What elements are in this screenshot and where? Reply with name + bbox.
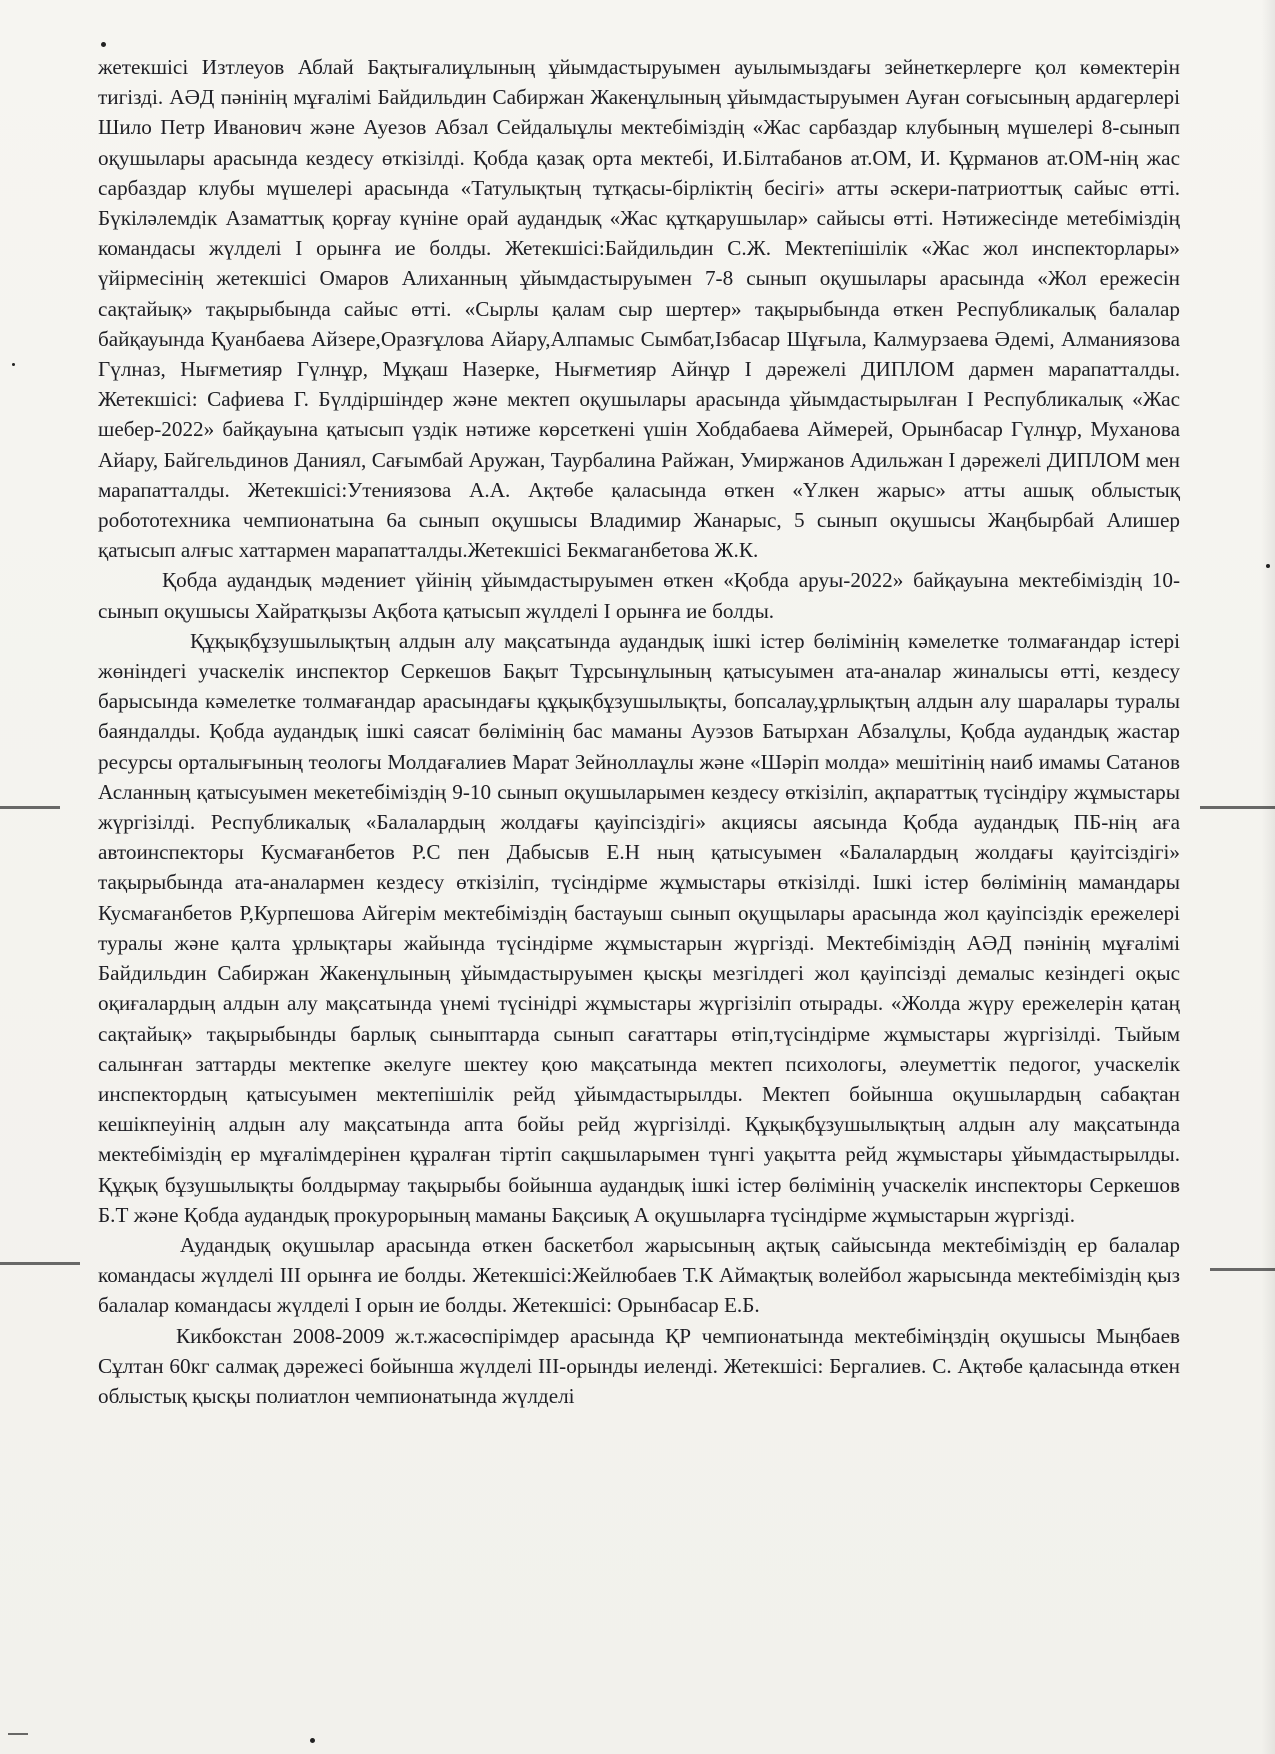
paragraph-1: жетекшісі Изтлеуов Аблай Бақтығалиұлының ұйымдастыруымен ауылымыздағы зейнеткерлерге қол көмектерін тигізді. АӘД пәнінің мұғалімі Байдильдин Сабиржан Жакенұлының ұйымдастыруымен Ауған соғысының ардагерлері Шило Петр Иванович және Ауезов Абзал Сейдалыұлы мектебіміздің «Жас сарбаздар клубының мүшелері 8-сынып оқушылары арасында кездесу өткізілді. Қобда қазақ орта мектебі, И.Білтабанов ат.ОМ, И. Құрманов ат.ОМ-нің жас сарбаздар клубы мүшелері арасында «Татулықтың тұтқасы-бірліктің бесігі» атты әскери-патриоттық сайыс өтті. Бүкіләлемдік Азаматтық қорғау күніне орай аудандық «Жас құтқарушылар» сайысы өтті. Нәтижесінде метебіміздің командасы жүлделі I орынға ие болды. Жетекшісі:Байдильдин С.Ж. Мектепішілік «Жас жол инспекторлары» үйірмесінің жетекшісі Омаров Алиханның ұйымдастыруымен 7-8 сынып оқушылары арасында «Жол ережесін сақтайық» тақырыбында сайыс өтті. «Сырлы қалам сыр шертер» тақырыбында өткен Республикалық балалар байқауында Қуанбаева Айзере,Оразғұлова Айару,Алпамыс Сымбат,Ізбасар Шұғыла, Калмурзаева Әдемі, Алманиязова Гүлназ, Нығметияр Гүлнұр, Мұқаш Назерке, Нығметияр Айнұр I дәрежелі ДИПЛОМ дармен марапатталды. Жетекшісі: Сафиева Г. Бүлдіршіндер және мектеп оқушылары арасында ұйымдастырылған I Республикалық «Жас шебер-2022» байқауына қатысып үздік нәтиже көрсеткені үшін Хобдабаева Аймерей, Орынбасар Гүлнұр, Муханова Айару, Байгельдинов Даниял, Сағымбай Аружан, Таурбалина Райжан, Умиржанов Адильжан I дәрежелі ДИПЛОМ мен марапатталды. Жетекшісі:Утениязова А.А. Ақтөбе қаласында өткен «Үлкен жарыс» атты ашық облыстық робототехника чемпионатына 6а сынып оқушысы Владимир Жанарыс, 5 сынып оқушысы Жаңбырбай Алишер қатысып алғыс хаттармен марапатталды.Жетекшісі Бекмаганбетова Ж.К. [98, 55, 1180, 563]
paragraph-4: Аудандық оқушылар арасында өткен баскетбол жарысының ақтық сайысында мектебіміздің ер балалар командасы жүлделі III орынға ие болды. Жетекшісі:Жейлюбаев Т.К Аймақтық волейбол жарысында мектебіміздің қыз балалар командасы жүлделі I орын ие болды. Жетекшісі: Орынбасар Е.Б. [98, 1232, 1180, 1318]
scan-artifact-line [0, 806, 60, 809]
document-body [98, 52, 1180, 1411]
paragraph-5: Кикбокстан 2008-2009 ж.т.жасөспірімдер арасында ҚР чемпионатында мектебіміңздің оқушысы Мыңбаев Сұлтан 60кг салмақ дәрежесі бойынша жүлделі III-орынды иеленді. Жетекшісі: Бергалиев. С. Ақтөбе қаласында өткен облыстық қысқы полиатлон чемпионатында жүлделі [98, 1323, 1180, 1408]
scan-edge-shadow [1261, 0, 1275, 1754]
scan-dot [101, 42, 106, 47]
scan-artifact-line [0, 1262, 80, 1265]
paragraph-3: Құқықбұзушылықтың алдын алу мақсатында аудандық ішкі істер бөлімінің кәмелетке толмағандар істері жөніндегі учаскелік инспектор Серкешов Бақыт Тұрсынұлының қатысуымен ата-аналар жиналысы өтті, кездесу барысында кәмелетке толмағандар арасындағы құқықбұзушылықты, бопсалау,ұрлықтың алдын алу шаралары туралы баяндалды. Қобда аудандық ішкі саясат бөлімінің бас маманы Ауэзов Батырхан Абзалұлы, Қобда аудандық жастар ресурсы орталығының теологы Молдағалиев Марат Зейноллаұлы және «Шәріп молда» мешітінің наиб имамы Сатанов Асланның қатысуымен мекетебіміздің 9-10 сынып оқушыларымен кездесу өткізіліп, ақпараттық түсіндіру жұмыстары жүргізілді. Республикалық «Балалардың жолдағы қауіпсіздігі» акциясы аясында Қобда аудандық ПБ-нің аға автоинспекторы Кусмағанбетов Р.С пен Дабысыв Е.Н ның қатысуымен «Балалардың жолдағы қауітсіздігі» тақырыбында ата-аналармен кездесу өткізіліп, түсіндірме жұмыстары өткізілді. Ішкі істер бөлімінің мамандары Кусмағанбетов Р,Курпешова Айгерім мектебіміздің бастауыш сынып оқущылары арасында жол қауіпсіздік ережелері туралы және қалта ұрлықтары жайында түсіндірме жұмыстарын жүргізді. Мектебіміздің АӘД пәнінің мұғалімі Байдильдин Сабиржан Жакенұлының ұйымдастыруымен қысқы мезгілдегі жол қауіпсізді демалыс кезіндегі оқыс оқиғалардың алдын алу мақсатында үнемі түсінідрі жұмыстары жүргізіліп отырады. «Жолда жүру ережелерін қатаң сақтайық» тақырыбынды барлық сыныптарда сынып сағаттары өтіп,түсіндірме жұмыстары жүргізілді. Тыйым салынған заттарды мектепке әкелуге шектеу қою мақсатында мектеп психологы, әлеуметтік педогог, учаскелік инспектордың қатысуымен мектепішілік рейд ұйымдастырылды. Мектеп бойынша оқушылардың сабақтан кешікпеуінің алдын алу мақсатында апта бойы рейд жүргізілді. Құқықбұзушылықтың алдын алу мақсатында мектебіміздің ер мұғалімдерінен құралған тіртіп сақшыларымен түнгі уақытта рейд жұмыстары ұйымдастырылды. Құқық бұзушылықты болдырмау тақырыбы бойынша аудандық ішкі істер бөлімінің учаскелік инспекторы Серкешов Б.Т және Қобда аудандық прокурорының маманы Бақсиық А оқушыларға түсіндірме жұмыстарын жүргізді. [98, 628, 1180, 1227]
scan-artifact-line [8, 1733, 28, 1735]
scan-dot [12, 363, 15, 366]
paragraph-2: Қобда аудандық мәдениет үйінің ұйымдастыруымен өткен «Қобда аруы-2022» байқауына мектебіміздің 10-сынып оқушысы Хайратқызы Ақбота қатысып жүлделі I орынға ие болды. [98, 568, 1180, 623]
scan-dot [310, 1738, 315, 1743]
